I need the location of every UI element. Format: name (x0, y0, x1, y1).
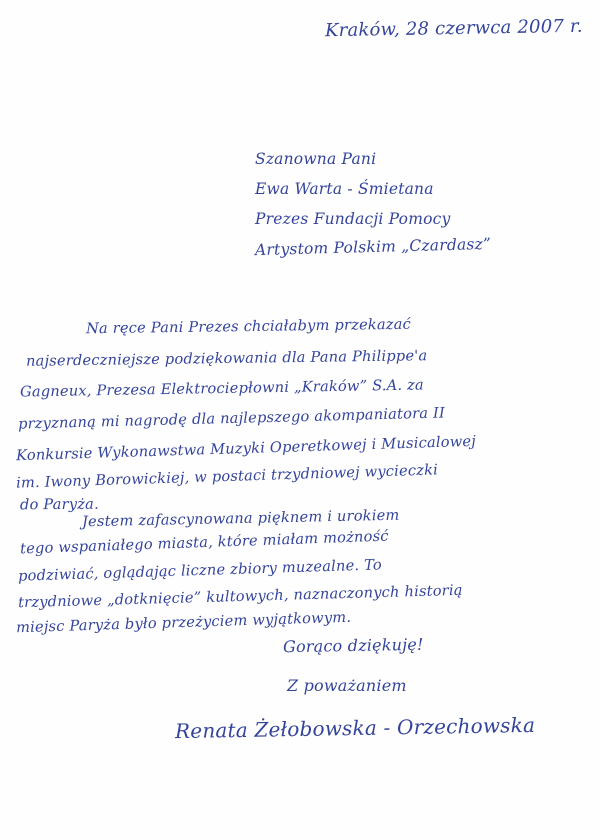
body-line: tego wspaniałego miasta, które miałam możność (19, 527, 389, 558)
body-line: Konkursie Wykonawstwa Muzyki Operetkowej i Musicalowej (15, 432, 477, 465)
body-line: najserdeczniejsze podziękowania dla Pana Philippe'a (25, 347, 428, 370)
body-line: trzydniowe „dotknięcie” kultowych, naznaczonych historią (17, 581, 463, 612)
body-line: im. Iwony Borowickiej, w postaci trzydniowej wycieczki (15, 461, 439, 492)
closing-thanks: Gorąco dziękuję! (282, 634, 424, 657)
addressee-line: Prezes Fundacji Pomocy (255, 210, 451, 228)
body-line: przyznaną mi nagrodę dla najlepszego akompaniatora II (17, 404, 446, 433)
body-line: podziwiać, oglądając liczne zbiory muzealne. To (17, 556, 383, 585)
addressee-line: Szanowna Pani (255, 150, 377, 168)
body-line: Na ręce Pani Prezes chciałabym przekazać (85, 315, 412, 338)
body-line: do Paryża. (19, 495, 99, 514)
addressee-line: Ewa Warta - Śmietana (255, 180, 434, 198)
body-line: Jestem zafascynowana pięknem i urokiem (81, 506, 400, 531)
letter-date: Kraków, 28 czerwca 2007 r. (324, 15, 583, 42)
signature: Renata Żełobowska - Orzechowska (174, 712, 536, 744)
body-line: Gagneux, Prezesa Elektrociepłowni „Kraków” S.A. za (19, 376, 424, 401)
body-line: miejsc Paryża było przeżyciem wyjątkowym. (15, 608, 352, 637)
closing-regards: Z poważaniem (287, 676, 407, 695)
addressee-line: Artystom Polskim „Czardasz” (254, 234, 492, 260)
